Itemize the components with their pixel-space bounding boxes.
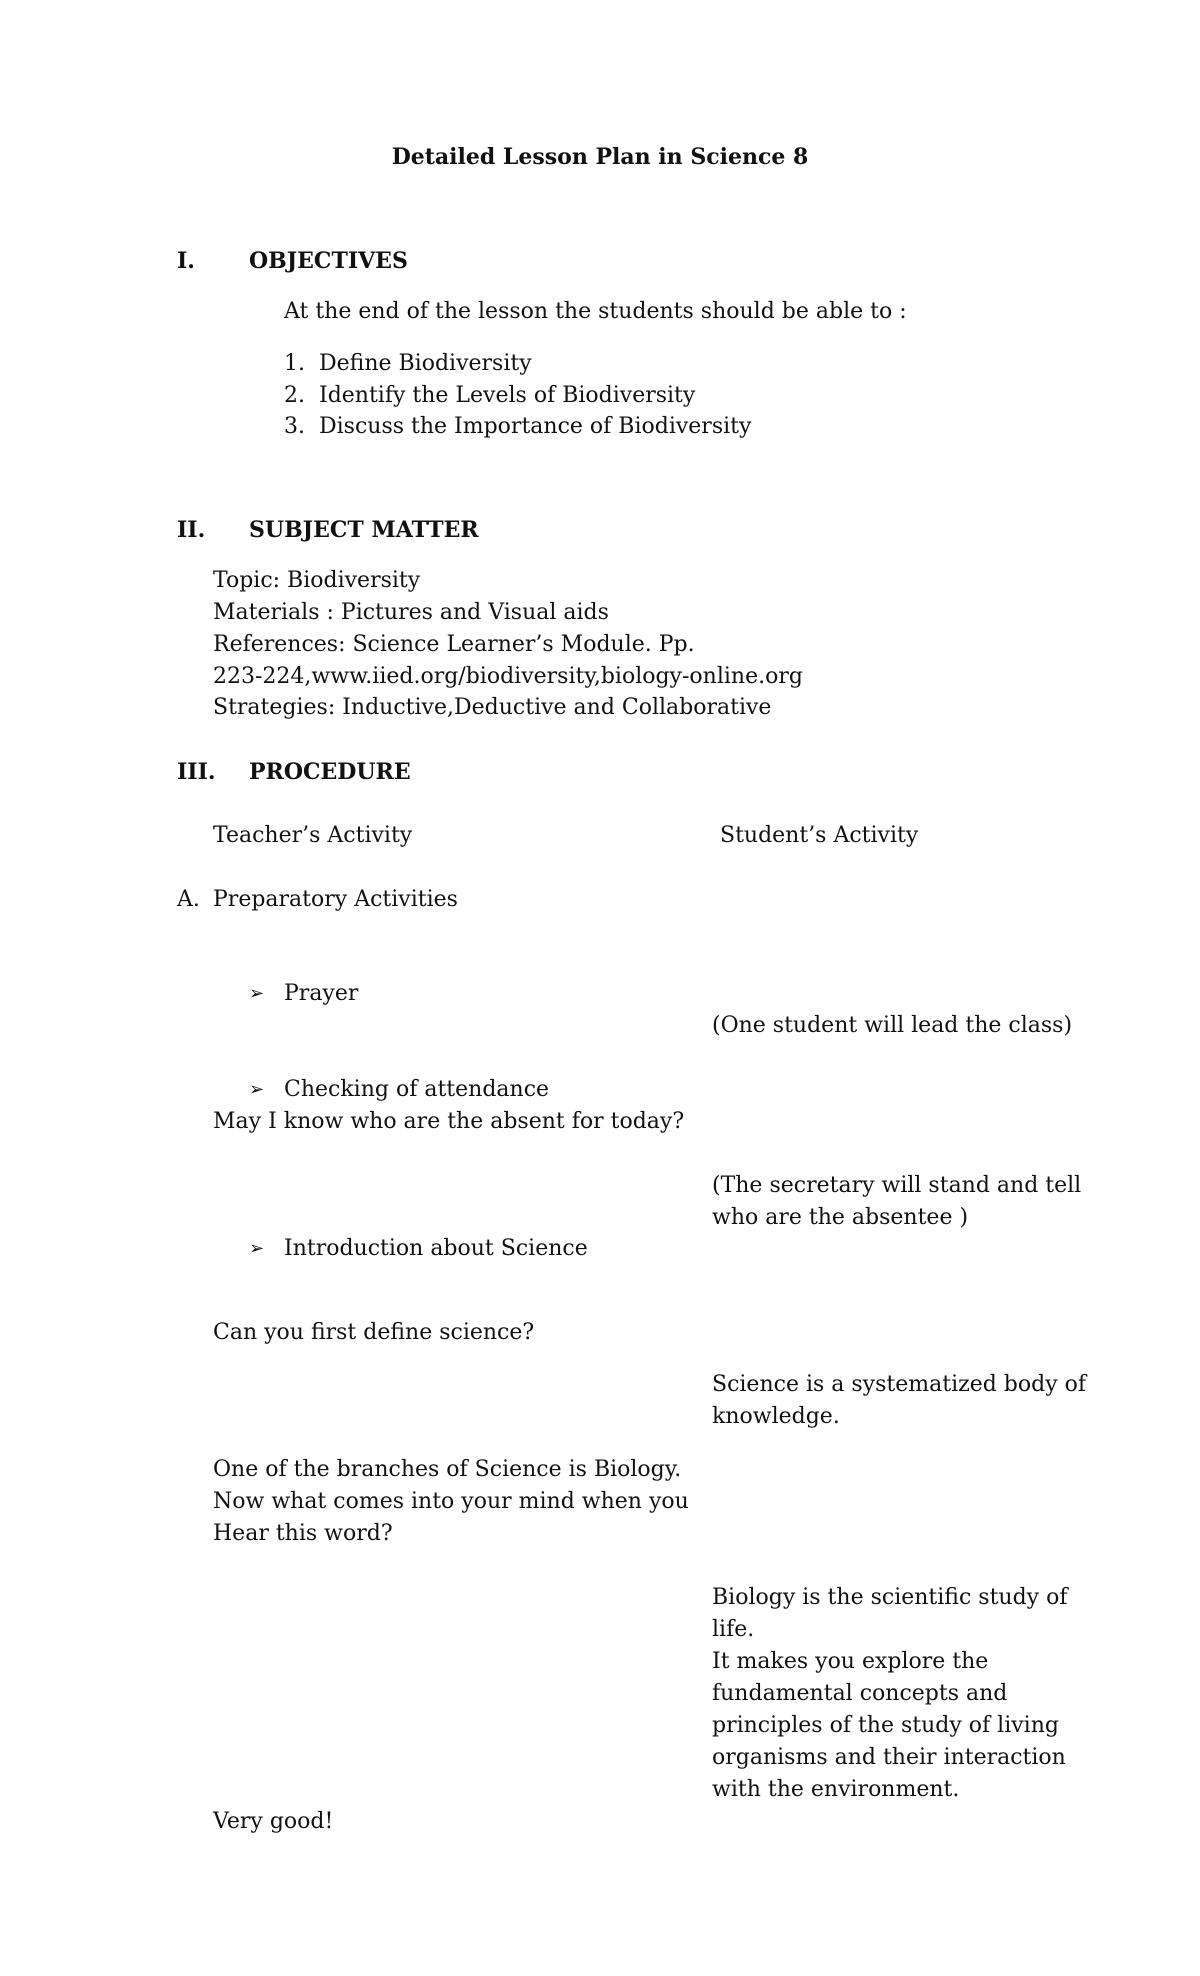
bullet-arrow-icon: ➢ [249,1238,265,1259]
biology-response-line: organisms and their interaction [712,1745,1066,1770]
define-science-response-line: Science is a systematized body of [712,1372,1087,1397]
section-a-label: Preparatory Activities [213,887,458,912]
biology-response-line: with the environment. [712,1777,960,1802]
subject-topic: Topic: Biodiversity [213,568,421,593]
section-a-letter: A. [177,887,200,912]
objectives-intro: At the end of the lesson the students should be able to : [284,299,907,324]
objectives-heading: OBJECTIVES [249,248,408,274]
prayer-response: (One student will lead the class) [712,1013,1073,1038]
objective-number: 2. [284,383,305,408]
document-title: Detailed Lesson Plan in Science 8 [391,144,809,170]
biology-prompt-line: One of the branches of Science is Biology. [213,1457,682,1482]
attendance-item: Checking of attendance [284,1077,550,1102]
procedure-heading: PROCEDURE [249,759,411,785]
praise-text: Very good! [213,1809,334,1834]
teacher-activity-header: Teacher’s Activity [213,823,413,848]
objective-item: Define Biodiversity [319,351,532,376]
bullet-arrow-icon: ➢ [249,1079,265,1100]
objective-number: 1. [284,351,305,376]
biology-response-line: life. [712,1617,755,1642]
subject-matter-heading: SUBJECT MATTER [249,517,479,543]
subject-references-cont: 223-224,www.iied.org/biodiversity,biology-online.org [213,664,803,689]
biology-prompt-line: Hear this word? [213,1521,393,1546]
attendance-response-line: (The secretary will stand and tell [712,1173,1082,1198]
objectives-numeral: I. [177,248,195,274]
bullet-arrow-icon: ➢ [249,983,265,1004]
biology-response-line: It makes you explore the [712,1649,989,1674]
student-activity-header: Student’s Activity [720,823,919,848]
define-science-question: Can you first define science? [213,1320,535,1345]
subject-references: References: Science Learner’s Module. Pp. [213,632,695,657]
objective-item: Identify the Levels of Biodiversity [319,383,696,408]
intro-science-item: Introduction about Science [284,1236,588,1261]
define-science-response-line: knowledge. [712,1404,840,1429]
prayer-item: Prayer [284,981,359,1006]
biology-response-line: fundamental concepts and [712,1681,1008,1706]
attendance-response-line: who are the absentee ) [712,1205,969,1230]
subject-strategies: Strategies: Inductive,Deductive and Collaborative [213,695,772,720]
biology-response-line: principles of the study of living [712,1713,1059,1738]
objective-item: Discuss the Importance of Biodiversity [319,414,752,439]
biology-response-line: Biology is the scientific study of [712,1585,1068,1610]
procedure-numeral: III. [177,759,216,785]
subject-matter-numeral: II. [177,517,206,543]
biology-prompt-line: Now what comes into your mind when you [213,1489,689,1514]
objective-number: 3. [284,414,305,439]
attendance-question: May I know who are the absent for today? [213,1109,685,1134]
subject-materials: Materials : Pictures and Visual aids [213,600,609,625]
